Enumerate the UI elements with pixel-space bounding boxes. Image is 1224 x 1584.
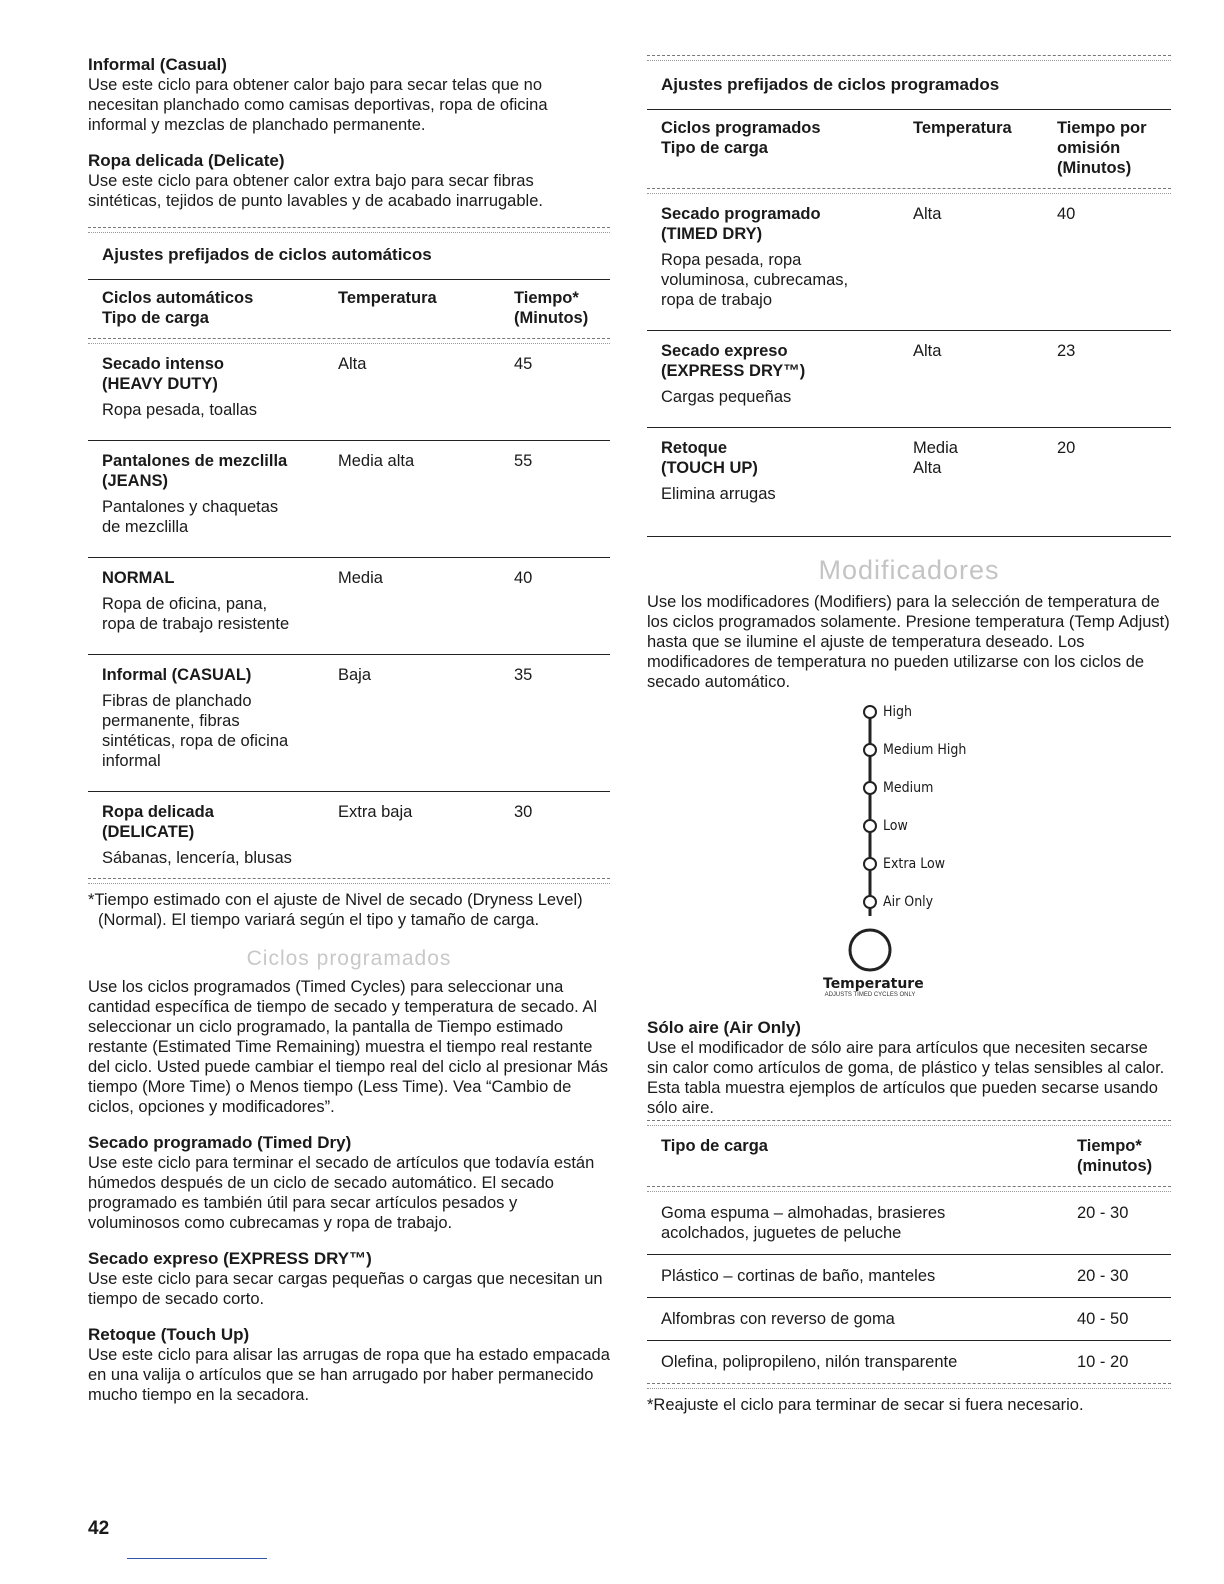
row-cycle-name: Informal (CASUAL) xyxy=(102,666,252,684)
timed-cycles-intro: Use los ciclos programados (Timed Cycles) para seleccionar una cantidad específica de tiempo de secado y temperatura de secado. Al seleccionar un ciclo programado, la pantalla de Tiempo estimado restante (Estimated Time Remaining) muestra el tiempo real restante del ciclo. Usted puede cambiar el tiempo real del ciclo al presionar Más tiempo (More Time) o Menos tiempo (Less Time). Vea “Cambio de ciclos, opciones y modificadores”. xyxy=(88,977,608,1116)
air-only-title: Sólo aire (Air Only) xyxy=(647,1018,801,1037)
table-row xyxy=(647,428,1171,514)
table-row xyxy=(647,1192,1171,1254)
timed-dry-title: Secado programado (Timed Dry) xyxy=(88,1132,352,1152)
temperature-level-label: High xyxy=(883,704,912,720)
right-column xyxy=(647,55,1171,1432)
temperature-level-label: Medium xyxy=(883,780,934,796)
row-time: 40 xyxy=(1057,205,1076,223)
row-time: 35 xyxy=(514,666,533,684)
casual-title: Informal (Casual) xyxy=(88,55,227,74)
row-cycle-cell xyxy=(102,568,338,634)
table-row xyxy=(88,344,610,430)
row-cycle-name: Retoque (TOUCH UP) xyxy=(661,439,758,477)
row-load-type: Alfombras con reverso de goma xyxy=(661,1310,895,1328)
air-only-table xyxy=(647,1120,1171,1415)
row-cycle-name: NORMAL xyxy=(102,569,175,587)
timed-table-title: Ajustes prefijados de ciclos programados xyxy=(661,75,1000,94)
row-temperature: Extra baja xyxy=(338,803,413,821)
temperature-level-label: Air Only xyxy=(883,894,934,910)
row-load-type: Ropa pesada, toallas xyxy=(102,401,258,419)
auto-table-body xyxy=(88,344,610,878)
row-load-type: Pantalones y chaquetas de mezclilla xyxy=(102,498,279,536)
table-row xyxy=(647,1298,1171,1340)
timed-table-body xyxy=(647,194,1171,514)
temperature-button[interactable] xyxy=(823,976,924,999)
express-section xyxy=(88,1249,610,1309)
temperature-panel xyxy=(647,704,1171,1004)
level-indicator-icon xyxy=(863,781,877,795)
row-temperature: Media alta xyxy=(338,452,415,470)
header-cell: Ciclos automáticos Tipo de carga xyxy=(102,289,254,327)
header-cell: Temperatura xyxy=(913,119,1012,137)
temperature-level[interactable] xyxy=(863,894,933,910)
row-load-type: Cargas pequeñas xyxy=(661,388,792,406)
temperature-level-label: Low xyxy=(883,818,908,834)
temperature-level-label: Medium High xyxy=(883,742,967,758)
row-time: 55 xyxy=(514,452,533,470)
row-cycle-name: Pantalones de mezclilla (JEANS) xyxy=(102,452,288,490)
touch-up-section xyxy=(88,1325,610,1405)
touch-up-title: Retoque (Touch Up) xyxy=(88,1324,250,1344)
table-row xyxy=(647,1341,1171,1383)
row-time: 40 xyxy=(514,569,533,587)
row-load-type: Plástico – cortinas de baño, manteles xyxy=(661,1267,936,1285)
row-cycle-name: Secado expreso (EXPRESS DRY™) xyxy=(661,342,806,380)
temperature-level[interactable] xyxy=(863,856,945,872)
air-table-header xyxy=(647,1126,1171,1186)
modifiers-body: Use los modificadores (Modifiers) para la selección de temperatura de los ciclos programados solamente. Presione temperatura (Temp Adjust) hasta que se ilumine el ajuste de temperatura deseado. Los modificadores de temperatura no pueden utilizarse con los ciclos de secado automático. xyxy=(647,593,1170,691)
row-time: 20 - 30 xyxy=(1077,1267,1129,1285)
row-load-type: Fibras de planchado permanente, fibras sintéticas, ropa de oficina informal xyxy=(102,692,289,770)
temperature-level[interactable] xyxy=(863,742,966,758)
air-only-section xyxy=(647,1018,1171,1118)
row-cycle-cell xyxy=(102,802,338,868)
timed-cycles-heading: Ciclos programados xyxy=(246,946,452,970)
timed-dry-body: Use este ciclo para terminar el secado de artículos que todavía están húmedos después de un ciclo de secado automático. El secado programado es también útil para secar artículos pesados y voluminosos como cubrecamas y ropa de trabajo. xyxy=(88,1153,595,1232)
row-temperature: Alta xyxy=(913,342,942,360)
divider xyxy=(88,878,610,884)
temperature-button-label: Temperature xyxy=(823,976,924,992)
left-column xyxy=(88,55,610,1421)
row-load-type: Olefina, polipropileno, nilón transparente xyxy=(661,1353,958,1371)
row-time: 23 xyxy=(1057,342,1076,360)
row-time: 40 - 50 xyxy=(1077,1310,1129,1328)
level-indicator-icon xyxy=(863,819,877,833)
temperature-button-ring xyxy=(850,930,890,970)
air-only-body: Use el modificador de sólo aire para artículos que necesiten secarse sin calor como artículos de goma, de plástico y telas sensibles al calor. Esta tabla muestra ejemplos de artículos que pueden secarse usando sólo aire. xyxy=(647,1039,1165,1117)
row-time: 45 xyxy=(514,355,533,373)
row-load-type: Elimina arrugas xyxy=(661,485,776,503)
touch-up-body: Use este ciclo para alisar las arrugas de ropa que ha estado empacada en una valija o artículos que se han arrugado por haber permanecido mucho tiempo en la secadora. xyxy=(88,1345,610,1404)
auto-table-footnote: *Tiempo estimado con el ajuste de Nivel de secado (Dryness Level) (Normal). El tiempo variará según el tipo y tamaño de carga. xyxy=(88,891,583,929)
level-indicator-icon xyxy=(863,743,877,757)
page-rule xyxy=(127,1558,267,1559)
row-temperature: Media Alta xyxy=(913,439,958,477)
divider xyxy=(647,536,1171,537)
row-time: 20 xyxy=(1057,439,1076,457)
timed-cycles-table xyxy=(647,55,1171,537)
divider xyxy=(647,1383,1171,1389)
level-indicator-icon xyxy=(863,895,877,909)
row-cycle-cell xyxy=(661,204,913,310)
timed-table-header xyxy=(647,110,1171,188)
table-row xyxy=(88,441,610,547)
row-cycle-cell xyxy=(102,354,338,420)
table-row xyxy=(647,1255,1171,1297)
row-time: 10 - 20 xyxy=(1077,1353,1129,1371)
row-temperature: Baja xyxy=(338,666,372,684)
header-cell: Tiempo por omisión (Minutos) xyxy=(1057,119,1147,177)
temperature-button-sublabel: ADJUSTS TIMED CYCLES ONLY xyxy=(824,992,916,998)
table-row xyxy=(647,194,1171,320)
table-row xyxy=(647,331,1171,417)
header-cell: Temperatura xyxy=(338,289,437,307)
casual-section xyxy=(88,55,610,135)
timed-dry-section xyxy=(88,1133,610,1233)
modifiers-heading: Modificadores xyxy=(818,555,1000,585)
row-cycle-name: Ropa delicada (DELICATE) xyxy=(102,803,214,841)
temperature-level[interactable] xyxy=(863,704,912,720)
row-time: 20 - 30 xyxy=(1077,1204,1129,1222)
header-cell: Tipo de carga xyxy=(661,1137,768,1155)
row-cycle-name: Secado programado (TIMED DRY) xyxy=(661,205,821,243)
row-load-type: Sábanas, lencería, blusas xyxy=(102,849,292,867)
row-temperature: Alta xyxy=(913,205,942,223)
row-load-type: Ropa pesada, ropa voluminosa, cubrecamas, ropa de trabajo xyxy=(661,251,849,309)
row-cycle-cell xyxy=(102,451,338,537)
temperature-level-label: Extra Low xyxy=(883,856,946,872)
air-table-body xyxy=(647,1192,1171,1383)
express-body: Use este ciclo para secar cargas pequeñas o cargas que necesitan un tiempo de secado corto. xyxy=(88,1269,603,1308)
temperature-level[interactable] xyxy=(863,818,908,834)
row-cycle-cell xyxy=(661,341,913,407)
row-cycle-name: Secado intenso (HEAVY DUTY) xyxy=(102,355,224,393)
air-table-footnote: *Reajuste el ciclo para terminar de secar si fuera necesario. xyxy=(647,1396,1084,1414)
row-load-type: Goma espuma – almohadas, brasieres acolchados, juguetes de peluche xyxy=(661,1204,946,1242)
level-indicator-icon xyxy=(863,857,877,871)
temperature-level[interactable] xyxy=(863,780,933,796)
row-temperature: Media xyxy=(338,569,383,587)
auto-table-title: Ajustes prefijados de ciclos automáticos xyxy=(102,245,432,264)
delicate-section xyxy=(88,151,610,211)
row-load-type: Ropa de oficina, pana, ropa de trabajo resistente xyxy=(102,595,290,633)
delicate-title: Ropa delicada (Delicate) xyxy=(88,151,285,170)
table-row xyxy=(88,655,610,781)
header-cell: Ciclos programados Tipo de carga xyxy=(661,119,821,157)
row-cycle-cell xyxy=(102,665,338,771)
header-cell: Tiempo* (Minutos) xyxy=(514,289,589,327)
row-time: 30 xyxy=(514,803,533,821)
auto-cycles-table xyxy=(88,227,610,930)
header-cell: Tiempo* (minutos) xyxy=(1077,1137,1153,1175)
row-cycle-cell xyxy=(661,438,913,504)
casual-body: Use este ciclo para obtener calor bajo para secar telas que no necesitan planchado como camisas deportivas, ropa de oficina informal y mezclas de planchado permanente. xyxy=(88,76,548,134)
table-row xyxy=(88,558,610,644)
row-temperature: Alta xyxy=(338,355,367,373)
express-title: Secado expreso (EXPRESS DRY™) xyxy=(88,1248,372,1268)
table-row xyxy=(88,792,610,878)
auto-table-header xyxy=(88,280,610,338)
delicate-body: Use este ciclo para obtener calor extra bajo para secar fibras sintéticas, tejidos de punto lavables y de acabado inarrugable. xyxy=(88,172,543,210)
level-indicator-icon xyxy=(863,705,877,719)
page-number: 42 xyxy=(88,1518,110,1539)
